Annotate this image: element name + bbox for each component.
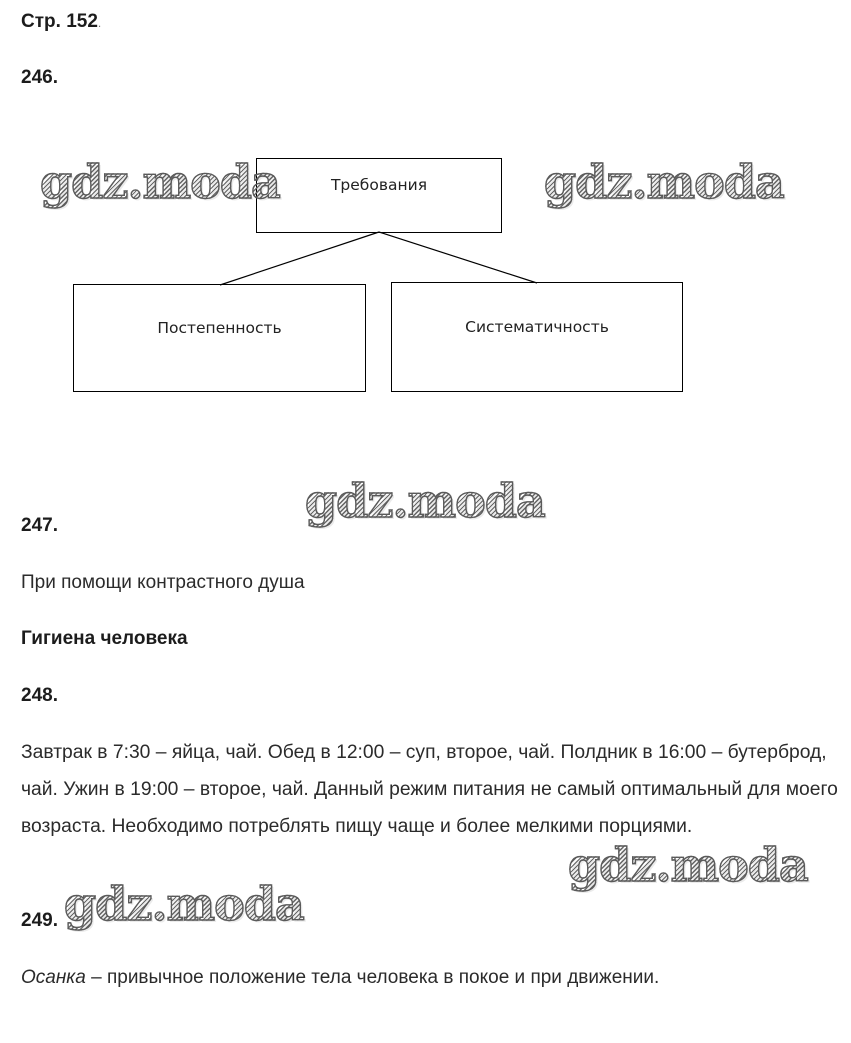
page-reference: Стр. 152. [21, 11, 102, 32]
posture-definition: – привычное положение тела человека в покое и при движении. [85, 967, 660, 988]
term-posture: Осанка [21, 967, 86, 988]
watermark-4: gdz.moda [568, 838, 808, 892]
task-247-answer: При помощи контрастного душа [21, 572, 305, 593]
watermark-5: gdz.moda [64, 877, 304, 931]
task-249-number: 249. [21, 910, 58, 931]
diagram-child-box-2 [391, 282, 683, 392]
watermark-2: gdz.moda [544, 155, 784, 209]
diagram-root-box [256, 158, 502, 233]
connector-left [220, 232, 379, 285]
task-248-number: 248. [21, 685, 58, 706]
diagram-child-label-1: Постепенность [157, 319, 282, 337]
watermark-1: gdz.moda [40, 155, 280, 209]
diagram-root-label: Требования [330, 175, 428, 194]
diagram-child-box-1 [73, 284, 366, 392]
task-248-answer: Завтрак в 7:30 – яйца, чай. Обед в 12:00 – суп, второе, чай. Полдник в 16:00 – бутерброд, чай. Ужин в 19:00 – второе, чай. Данный режим питания не самый оптимальный для моего возраста. Необходимо потреблять пищу чаще и более мелкими порциями. [21, 742, 838, 837]
section-title: Гигиена человека [21, 628, 188, 649]
requirements-diagram [0, 0, 851, 420]
watermark-3: gdz.moda [305, 474, 545, 528]
task-249-answer [21, 967, 659, 989]
page-reference-dot: . [97, 16, 102, 30]
connector-right [379, 232, 537, 283]
task-247-number: 247. [21, 515, 58, 536]
task-246-number: 246. [21, 67, 58, 88]
diagram-child-label-2: Систематичность [465, 318, 609, 336]
